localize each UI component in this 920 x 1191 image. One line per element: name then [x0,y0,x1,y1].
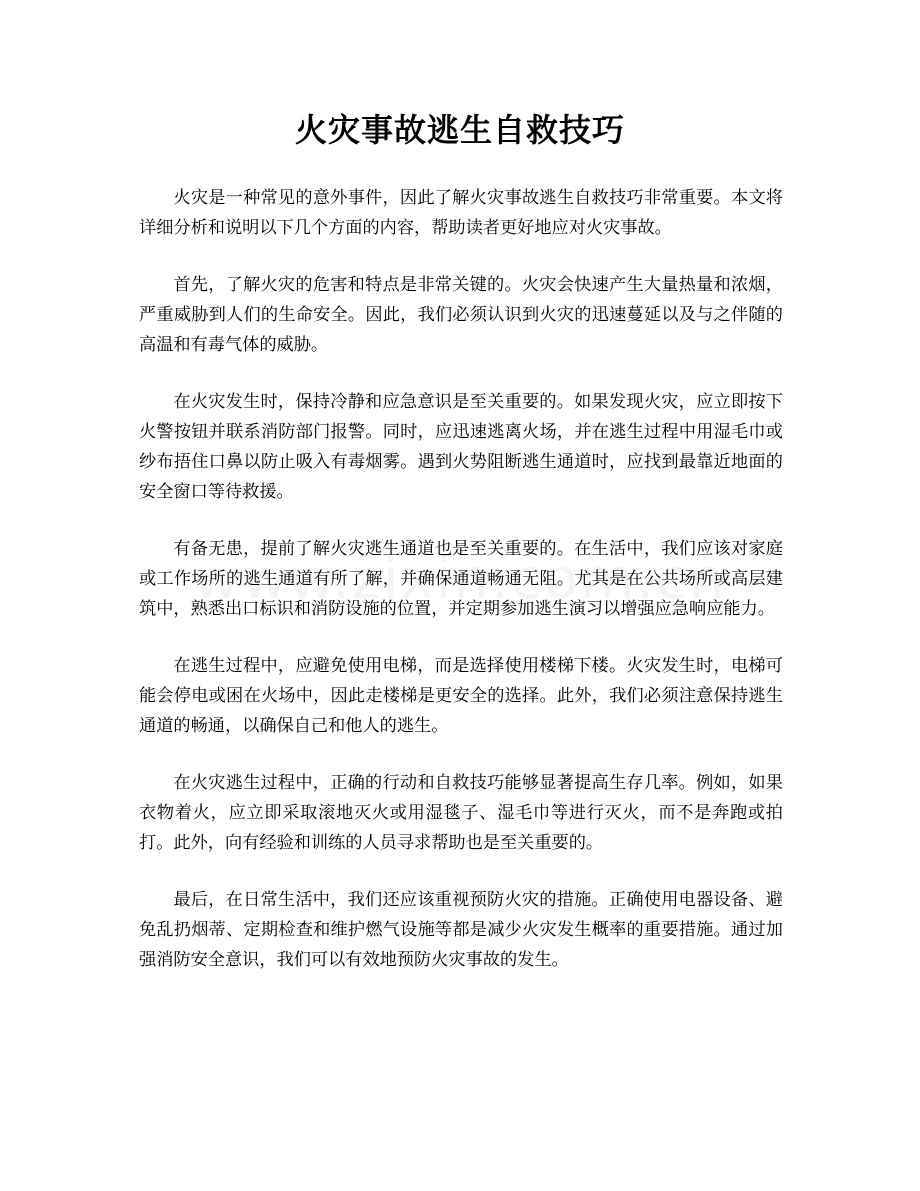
paragraph-avoid-elevator: 在逃生过程中，应避免使用电梯，而是选择使用楼梯下楼。火灾发生时，电梯可能会停电或困在火场中，因此走楼梯是更安全的选择。此外，我们必须注意保持逃生通道的畅通，以确保自己和他人的逃生。 [139,656,783,736]
paragraph-self-rescue: 在火灾逃生过程中，正确的行动和自救技巧能够显著提高生存几率。例如，如果衣物着火，应立即采取滚地灭火或用湿毯子、湿毛巾等进行灭火，而不是奔跑或拍打。此外，向有经验和训练的人员寻求帮助也是至关重要的。 [139,773,783,853]
paragraph-prevention: 最后，在日常生活中，我们还应该重视预防火灾的措施。正确使用电器设备、避免乱扔烟蒂、定期检查和维护燃气设施等都是减少火灾发生概率的重要措施。通过加强消防安全意识，我们可以有效地预防火灾事故的发生。 [139,890,783,970]
document-title: 火灾事故逃生自救技巧 [294,111,625,149]
paragraph-hazards: 首先，了解火灾的危害和特点是非常关键的。火灾会快速产生大量热量和浓烟，严重威胁到人们的生命安全。因此，我们必须认识到火灾的迅速蔓延以及与之伴随的高温和有毒气体的威胁。 [139,275,783,355]
document-body [139,183,783,1002]
paragraph-escape-routes: 有备无患，提前了解火灾逃生通道也是至关重要的。在生活中，我们应该对家庭或工作场所的逃生通道有所了解，并确保通道畅通无阻。尤其是在公共场所或高层建筑中，熟悉出口标识和消防设施的位置，并定期参加逃生演习以增强应急响应能力。 [139,539,783,619]
paragraph-intro: 火灾是一种常见的意外事件，因此了解火灾事故逃生自救技巧非常重要。本文将详细分析和说明以下几个方面的内容，帮助读者更好地应对火灾事故。 [139,188,783,238]
paragraph-stay-calm: 在火灾发生时，保持冷静和应急意识是至关重要的。如果发现火灾，应立即按下火警按钮并联系消防部门报警。同时，应迅速逃离火场，并在逃生过程中用湿毛巾或纱布捂住口鼻以防止吸入有毒烟雾。遇到火势阻断逃生通道时，应找到最靠近地面的安全窗口等待救援。 [139,392,783,502]
